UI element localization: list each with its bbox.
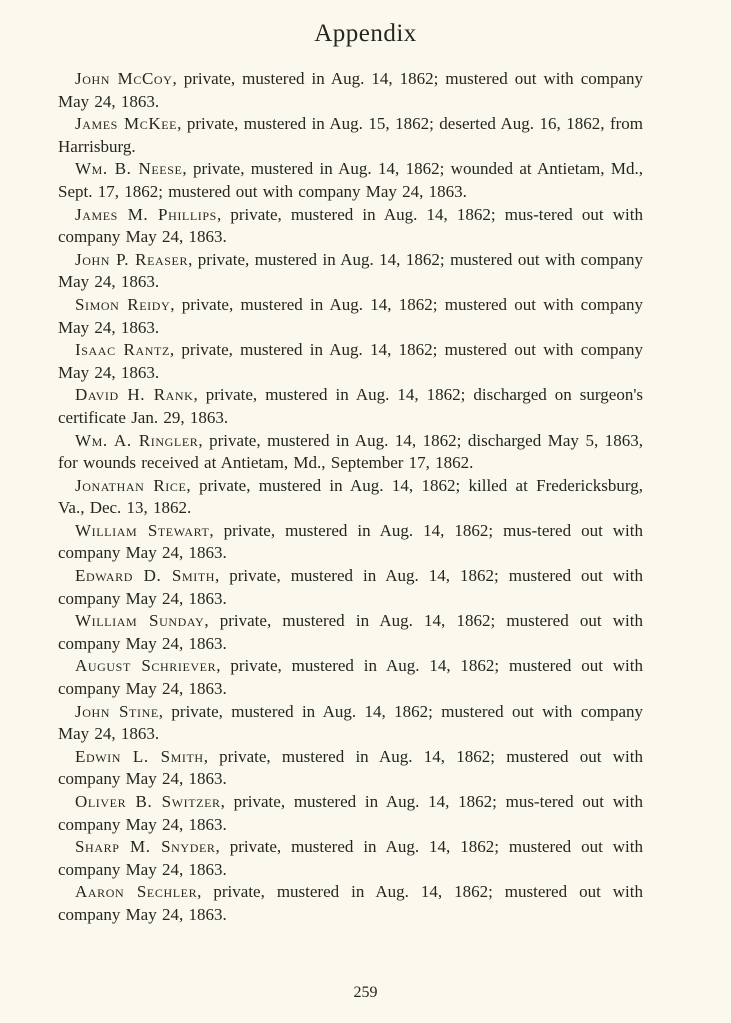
roster-entry — [58, 249, 643, 294]
service-record: , private, mustered in Aug. 14, 1862; mus-tered out with company May 24, 1863. — [58, 520, 643, 563]
service-record: , private, mustered in Aug. 14, 1862; killed at Fredericksburg, Va., Dec. 13, 1862. — [58, 475, 643, 518]
service-record: , private, mustered in Aug. 14, 1862; mustered out with company May 24, 1863. — [58, 701, 644, 744]
service-record: , private, mustered in Aug. 14, 1862; mustered out with company May 24, 1863. — [58, 611, 644, 653]
soldier-name: Wm. A. Ringler — [75, 430, 199, 450]
service-record: , private, mustered in Aug. 14, 1862; mustered out with company May 24, 1863. — [58, 656, 643, 699]
soldier-name: Edwin L. Smith — [75, 746, 204, 766]
service-record: , private, mustered in Aug. 15, 1862; deserted Aug. 16, 1862, from Harrisburg. — [58, 114, 643, 156]
soldier-name: Simon Reidy — [75, 294, 171, 314]
roster-entry — [58, 881, 643, 926]
soldier-name: Isaac Rantz — [75, 340, 170, 360]
roster-entry — [58, 68, 643, 113]
service-record: , private, mustered in Aug. 14, 1862; mustered out with company May 24, 1863. — [58, 882, 643, 924]
roster-entry — [58, 746, 643, 791]
roster-entry — [58, 430, 643, 475]
roster-entry — [58, 294, 643, 339]
soldier-name: William Sunday — [75, 611, 205, 631]
roster-entry — [58, 836, 643, 881]
roster-entry — [58, 113, 643, 158]
service-record: , private, mustered in Aug. 14, 1862; mustered out with company May 24, 1863. — [58, 566, 643, 608]
service-record: , private, mustered in Aug. 14, 1862; mus-tered out with company May 24, 1863. — [58, 204, 643, 247]
page-number: 259 — [353, 984, 378, 1001]
soldier-name: James McKee — [75, 114, 178, 134]
service-record: , private, mustered in Aug. 14, 1862; mustered out with company May 24, 1863. — [58, 69, 644, 111]
soldier-name: Jonathan Rice — [75, 475, 187, 495]
roster-entries — [58, 68, 643, 927]
soldier-name: John P. Reaser — [75, 249, 189, 269]
service-record: , private, mustered in Aug. 14, 1862; mustered out with company May 24, 1863. — [58, 837, 643, 879]
soldier-name: James M. Phillips — [75, 204, 217, 224]
soldier-name: John McCoy — [75, 69, 173, 88]
roster-entry — [58, 158, 643, 203]
soldier-name: Sharp M. Snyder — [75, 837, 216, 857]
service-record: , private, mustered in Aug. 14, 1862; mustered out with company May 24, 1863. — [58, 746, 643, 789]
roster-entry — [58, 610, 643, 655]
service-record: , private, mustered in Aug. 14, 1862; mustered out with company May 24, 1863. — [58, 340, 644, 382]
service-record: , private, mustered in Aug. 14, 1862; discharged May 5, 1863, for wounds received at Antietam, Md., September 17, 1862. — [58, 430, 643, 473]
roster-entry — [58, 204, 643, 249]
soldier-name: William Stewart — [75, 520, 210, 540]
roster-entry — [58, 655, 643, 700]
soldier-name: Wm. B. Neese — [75, 159, 183, 179]
roster-entry — [58, 565, 643, 610]
page-title: Appendix — [314, 20, 417, 47]
roster-entry — [58, 339, 643, 384]
roster-entry — [58, 475, 643, 520]
soldier-name: August Schriever — [75, 656, 217, 676]
roster-entry — [58, 520, 643, 565]
roster-entry — [58, 791, 643, 836]
service-record: , private, mustered in Aug. 14, 1862; mustered out with company May 24, 1863. — [58, 294, 643, 337]
roster-entry — [58, 701, 643, 746]
soldier-name: Aaron Sechler — [75, 882, 198, 902]
service-record: , private, mustered in Aug. 14, 1862; mustered out with company May 24, 1863. — [58, 249, 643, 292]
service-record: , private, mustered in Aug. 14, 1862; wounded at Antietam, Md., Sept. 17, 1862; mustered out with company May 24, 1863. — [58, 159, 643, 201]
service-record: , private, mustered in Aug. 14, 1862; discharged on surgeon's certificate Jan. 29, 1863. — [58, 385, 644, 427]
roster-entry — [58, 384, 643, 429]
soldier-name: David H. Rank — [75, 385, 194, 405]
soldier-name: Oliver B. Switzer — [75, 792, 221, 811]
soldier-name: Edward D. Smith — [75, 566, 216, 586]
soldier-name: John Stine — [75, 701, 159, 721]
service-record: , private, mustered in Aug. 14, 1862; mus-tered out with company May 24, 1863. — [58, 792, 643, 834]
